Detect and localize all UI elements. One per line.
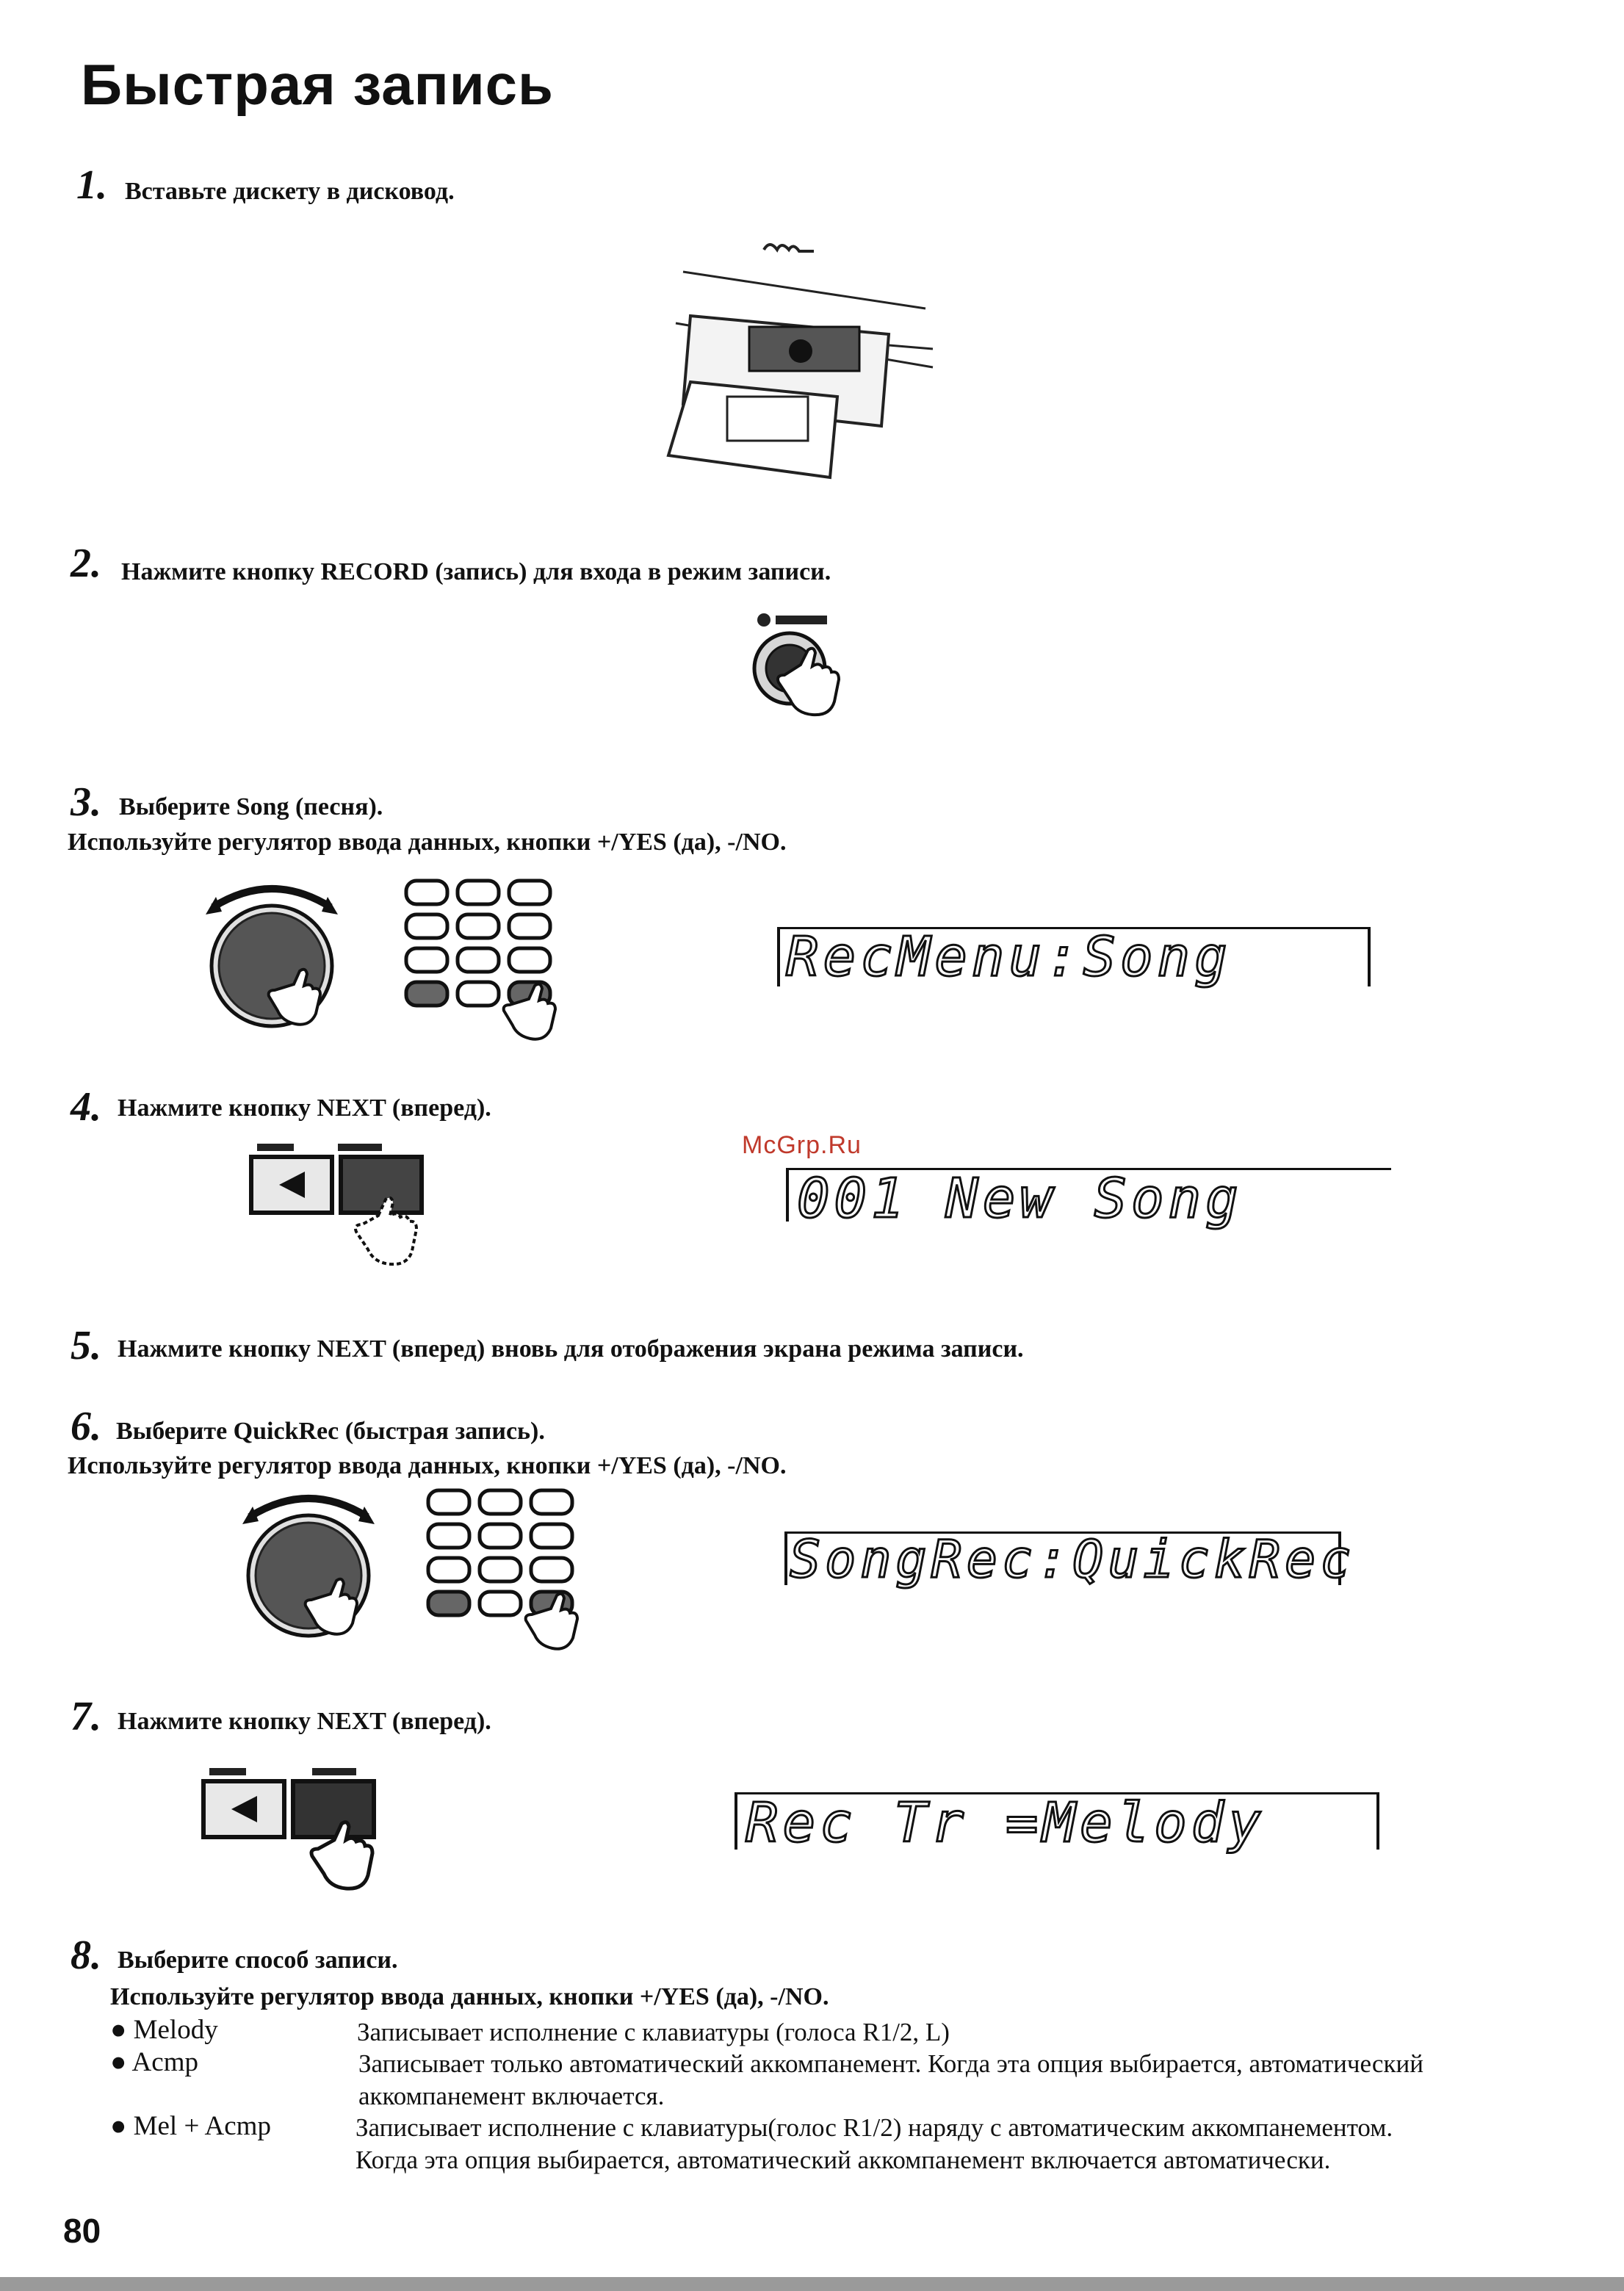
option-acmp-label: ● Acmp [110, 2047, 198, 2077]
page-title: Быстрая запись [81, 52, 554, 117]
lcd-display-text: Rec Tr =Melody [746, 1792, 1266, 1855]
step-3-instruction: Используйте регулятор ввода данных, кнопки +/YES (да), -/NO. [68, 829, 787, 856]
option-melody-label: ● Melody [110, 2015, 218, 2045]
step-1-number: 1. [76, 162, 107, 208]
option-melody-desc: Записывает исполнение с клавиатуры (голоса R1/2, L) [357, 2018, 950, 2046]
data-dial-icon [191, 874, 353, 1036]
step-5-text: Нажмите кнопку NEXT (вперед) вновь для отображения экрана режима записи. [118, 1335, 1024, 1363]
lcd-display-text: RecMenu:Song [786, 926, 1232, 989]
step-2-text: Нажмите кнопку RECORD (запись) для входа в режим записи. [121, 558, 831, 585]
step-5-number: 5. [71, 1323, 101, 1368]
step-6-text: Выберите QuickRec (быстрая запись). [116, 1418, 545, 1445]
option-acmp-desc: Записывает только автоматический аккомпанемент. Когда эта опция выбирается, автоматический аккомпанемент включается. [358, 2049, 1423, 2110]
option-mel-acmp-desc: Записывает исполнение с клавиатуры(голос R1/2) наряду с автоматическим аккомпанементом. Когда эта опция выбирается, автоматический аккомпанемент включается автоматически. [356, 2113, 1393, 2174]
bottom-scan-border [0, 2277, 1624, 2291]
lcd-display-text: 001 New Song [797, 1167, 1243, 1230]
step-7-number: 7. [71, 1694, 101, 1739]
step-4-number: 4. [71, 1084, 101, 1130]
step-3-text: Выберите Song (песня). [119, 793, 383, 820]
step-8-text: Выберите способ записи. [118, 1947, 398, 1974]
step-6-instruction: Используйте регулятор ввода данных, кнопки +/YES (да), -/NO. [68, 1452, 787, 1479]
option-mel-acmp-label: ● Mel + Acmp [110, 2111, 271, 2141]
watermark: McGrp.Ru [742, 1131, 862, 1159]
step-6-number: 6. [71, 1404, 101, 1449]
step-4-text: Нажмите кнопку NEXT (вперед). [118, 1094, 491, 1122]
step-8-instruction: Используйте регулятор ввода данных, кнопки +/YES (да), -/NO. [110, 1983, 829, 2010]
data-dial-icon [228, 1484, 389, 1645]
step-2-number: 2. [71, 541, 101, 586]
number-keypad-icon [408, 1487, 599, 1649]
step-1-text: Вставьте дискету в дисковод. [125, 178, 455, 205]
back-next-buttons-icon [250, 1142, 463, 1274]
lcd-display-text: SongRec:QuickRec [790, 1529, 1356, 1590]
record-button-icon [749, 610, 859, 742]
number-keypad-icon [386, 878, 577, 1039]
page-number: 80 [63, 2212, 101, 2250]
back-next-buttons-icon [202, 1767, 415, 1899]
floppy-disk-drive-icon [646, 228, 940, 492]
step-7-text: Нажмите кнопку NEXT (вперед). [118, 1708, 491, 1735]
step-3-number: 3. [71, 779, 101, 825]
step-8-number: 8. [71, 1933, 101, 1978]
